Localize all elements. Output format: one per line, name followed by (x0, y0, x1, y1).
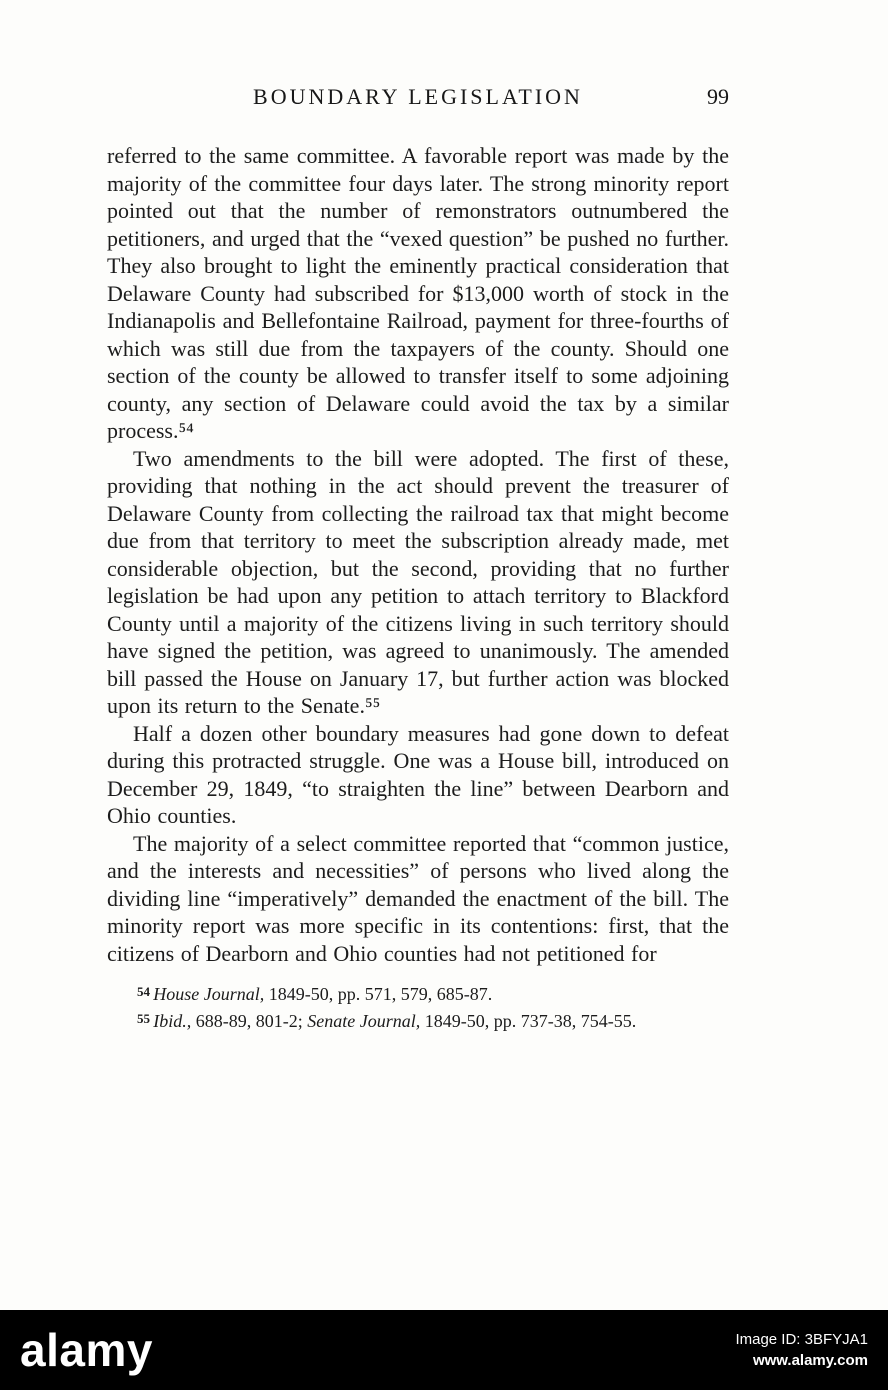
image-id-label: Image ID: 3BFYJA1 (735, 1331, 868, 1348)
footnote-55-source-2: Senate Journal, (307, 1010, 425, 1031)
body-paragraph-1: referred to the same committee. A favorable report was made by the majority of the committee four days later. The strong minority report pointed out that the number of remonstrators outnumbered the petitioners, and urged that the “vexed question” be pushed no further. They also brought to light the eminently practical consideration that Delaware County had subscribed for $13,000 worth of stock in the Indianapolis and Bellefontaine Railroad, payment for three-fourths of which was still due from the taxpayers of the county. Should one section of the county be allowed to transfer itself to some adjoining county, any section of Delaware could avoid the tax by a similar process.⁵⁴ (107, 143, 729, 443)
alamy-url: www.alamy.com (752, 1352, 868, 1369)
footnote-55-citation-2: 1849-50, pp. 737-38, 754-55. (424, 1010, 637, 1031)
footnote-55-source-1: Ibid., (153, 1010, 196, 1031)
page-header (107, 84, 729, 118)
alamy-watermark-bar (0, 1310, 888, 1390)
footnote-54-source: House Journal, (153, 984, 269, 1004)
page-content (107, 84, 729, 1033)
footnote-55 (107, 1007, 729, 1034)
body-paragraph-3: Half a dozen other boundary measures had gone down to defeat during this protracted struggle. One was a House bill, introduced on December 29, 1849, “to straighten the line” between Dearborn and Ohio counties. (107, 720, 729, 828)
footnote-55-citation-1: 688-89, 801-2; (195, 1010, 308, 1031)
page-number: 99 (707, 84, 729, 109)
footnote-54 (107, 980, 729, 1007)
body-paragraph-4: The majority of a select committee reported that “common justice, and the interests and necessities” of persons who lived along the dividing line “imperatively” demanded the enactment of the bill. The minority report was more specific in its contentions: first, that the citizens of Dearborn and Ohio counties had not petitioned for (107, 830, 729, 966)
alamy-logo: alamy (20, 1324, 153, 1376)
watermark-info (735, 1329, 868, 1371)
running-title: BOUNDARY LEGISLATION (253, 84, 583, 109)
body-paragraph-2: Two amendments to the bill were adopted. The first of these, providing that nothing in the act should prevent the treasurer of Delaware County from collecting the railroad tax that might become due from that territory to meet the subscription already made, met considerable objection, but the second, providing that no further legislation be had upon any petition to attach territory to Blackford County until a majority of the citizens living in such territory should have signed the petition, was agreed to unanimously. The amended bill passed the House on January 17, but further action was blocked upon its return to the Senate.⁵⁵ (107, 445, 729, 718)
footnote-54-marker: 54 (137, 984, 154, 999)
footnote-55-marker: 55 (137, 1010, 154, 1026)
footnote-54-citation: 1849-50, pp. 571, 579, 685-87. (268, 984, 493, 1004)
footnotes-section (107, 980, 729, 1033)
